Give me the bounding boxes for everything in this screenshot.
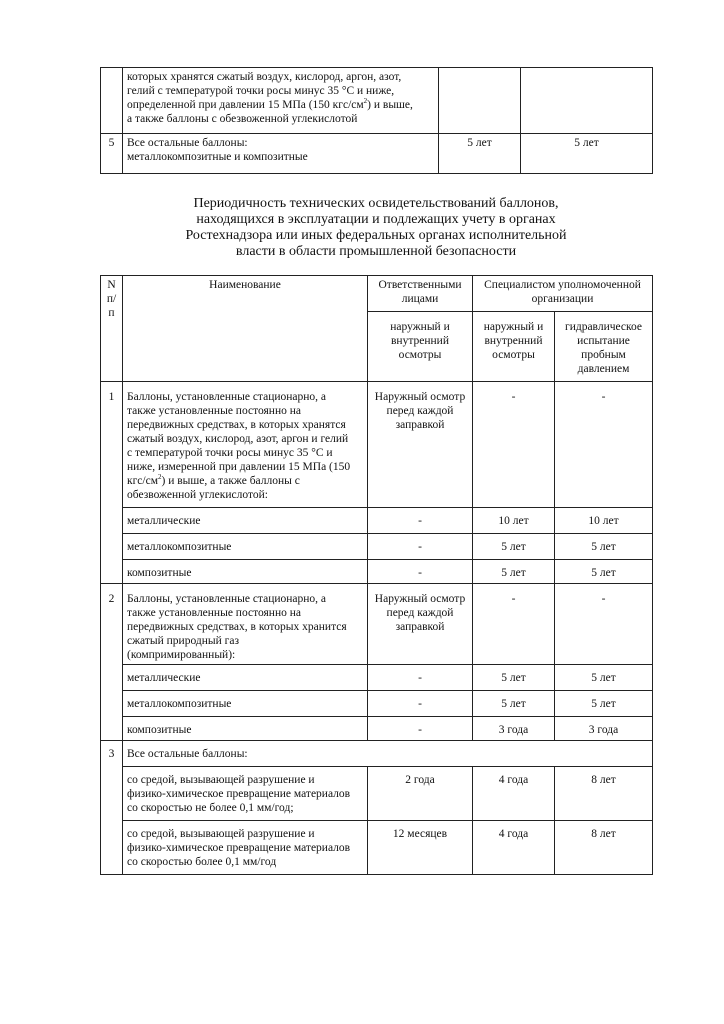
- title-line: Периодичность технических освидетельствований баллонов,: [193, 196, 559, 211]
- name-cell: металлокомпозитные: [123, 691, 368, 717]
- header-text: N: [107, 279, 116, 291]
- table-row: [101, 717, 653, 741]
- title-line: находящихся в эксплуатации и подлежащих учету в органах: [196, 212, 556, 227]
- value-cell: -: [368, 508, 473, 534]
- text-line: со скоростью более 0,1 мм/год: [127, 856, 277, 868]
- table-row: [101, 821, 653, 875]
- text-line: также установленные постоянно на: [127, 405, 301, 417]
- name-cell: [123, 767, 368, 821]
- value-cell: -: [368, 665, 473, 691]
- text-line: физико-химическое превращение материалов: [127, 788, 351, 800]
- text-line: обезвоженной углекислотой:: [127, 489, 268, 501]
- table-row: [101, 508, 653, 534]
- section-title: [100, 196, 652, 260]
- text-line: гелий с температурой точки росы минус 35 °С и ниже,: [127, 85, 395, 97]
- text-line: Наружный осмотр: [374, 593, 466, 605]
- text-fragment: кгс/см: [127, 475, 158, 487]
- header-text: организации: [531, 293, 594, 305]
- subheader-responsible: [368, 312, 473, 382]
- value-cell: 8 лет: [555, 821, 653, 875]
- header-num: [101, 276, 123, 382]
- value-cell: 5 лет: [473, 665, 555, 691]
- value-cell: [521, 68, 653, 134]
- text-line: Все остальные баллоны:: [127, 137, 248, 149]
- header-text: лицами: [401, 293, 439, 305]
- value-cell: 8 лет: [555, 767, 653, 821]
- value-cell: 5 лет: [555, 534, 653, 560]
- text-fragment: ) и выше, а также баллоны с: [161, 475, 300, 487]
- value-cell: -: [473, 382, 555, 508]
- table-row: [101, 584, 653, 665]
- header-text: осмотры: [492, 349, 535, 361]
- text-line: заправкой: [395, 419, 445, 431]
- subheader-specialist-hydraulic: [555, 312, 653, 382]
- subheader-specialist-inspection: [473, 312, 555, 382]
- text-line: сжатый природный газ: [127, 635, 239, 647]
- text-line: со средой, вызывающей разрушение и: [127, 774, 315, 786]
- header-text: испытание: [577, 335, 630, 347]
- name-cell: металлические: [123, 665, 368, 691]
- responsible-cell: [368, 584, 473, 665]
- superscript: 2: [158, 473, 162, 482]
- value-cell: 5 лет: [473, 560, 555, 584]
- table-row: [101, 534, 653, 560]
- text-line: металлокомпозитные и композитные: [127, 151, 308, 163]
- value-cell: 5 лет: [439, 134, 521, 174]
- header-row: [101, 276, 653, 312]
- header-name: Наименование: [123, 276, 368, 382]
- text-fragment: ) и выше,: [367, 99, 413, 111]
- num-cell: 3: [101, 741, 123, 875]
- value-cell: 2 года: [368, 767, 473, 821]
- text-line: [127, 474, 363, 488]
- header-specialist: [473, 276, 653, 312]
- value-cell: -: [555, 584, 653, 665]
- text-line: сжатый воздух, кислород, азот, аргон и гелий: [127, 433, 349, 445]
- num-cell: 1: [101, 382, 123, 584]
- value-cell: 4 года: [473, 821, 555, 875]
- text-line: заправкой: [395, 621, 445, 633]
- name-cell: композитные: [123, 717, 368, 741]
- header-text: наружный и: [483, 321, 544, 333]
- header-text: гидравлическое: [564, 321, 643, 333]
- num-cell: 5: [101, 134, 123, 174]
- value-cell: 10 лет: [473, 508, 555, 534]
- value-cell: [439, 68, 521, 134]
- periodicity-table: [100, 275, 653, 875]
- text-line: которых хранятся сжатый воздух, кислород, аргон, азот,: [127, 71, 402, 83]
- header-text: п/п: [106, 293, 117, 319]
- num-cell: 2: [101, 584, 123, 741]
- description-cell: [123, 584, 368, 665]
- value-cell: 5 лет: [473, 691, 555, 717]
- table-row: [101, 382, 653, 508]
- header-text: Ответственными: [378, 279, 462, 291]
- header-text: давлением: [577, 363, 630, 375]
- value-cell: -: [368, 717, 473, 741]
- superscript: 2: [363, 97, 368, 106]
- text-line: с температурой точки росы минус 35 °С и: [127, 447, 333, 459]
- table-row: [101, 741, 653, 767]
- text-line: передвижных средствах, в которых хранится: [127, 621, 347, 633]
- text-line: со средой, вызывающей разрушение и: [127, 828, 315, 840]
- header-text: осмотры: [398, 349, 442, 361]
- continued-name-cell: [123, 68, 439, 134]
- name-cell: [123, 821, 368, 875]
- header-responsible: [368, 276, 473, 312]
- header-text: наружный и: [390, 321, 450, 333]
- value-cell: -: [368, 691, 473, 717]
- value-cell: -: [368, 560, 473, 584]
- table-row: [101, 767, 653, 821]
- name-cell: [123, 134, 439, 174]
- text-line: [127, 98, 434, 112]
- text-line: передвижных средствах, в которых хранятся: [127, 419, 346, 431]
- header-text: пробным: [581, 349, 626, 361]
- value-cell: 3 года: [555, 717, 653, 741]
- value-cell: 12 месяцев: [368, 821, 473, 875]
- value-cell: 10 лет: [555, 508, 653, 534]
- text-line: перед каждой: [386, 405, 454, 417]
- description-cell: [123, 382, 368, 508]
- name-cell: металлические: [123, 508, 368, 534]
- value-cell: -: [368, 534, 473, 560]
- value-cell: -: [555, 382, 653, 508]
- text-line: физико-химическое превращение материалов: [127, 842, 351, 854]
- value-cell: 5 лет: [555, 691, 653, 717]
- table-row: [101, 691, 653, 717]
- continuation-table: [100, 67, 653, 174]
- value-cell: 3 года: [473, 717, 555, 741]
- text-line: перед каждой: [386, 607, 454, 619]
- text-line: (компримированный):: [127, 649, 236, 661]
- value-cell: 5 лет: [555, 665, 653, 691]
- responsible-cell: [368, 382, 473, 508]
- value-cell: -: [473, 584, 555, 665]
- text-fragment: определенной при давлении 15 МПа (150 кгс/см: [127, 99, 364, 111]
- header-text: внутренний: [391, 335, 449, 347]
- group-title-cell: Все остальные баллоны:: [123, 741, 653, 767]
- value-cell: 5 лет: [555, 560, 653, 584]
- text-line: со скоростью не более 0,1 мм/год;: [127, 802, 294, 814]
- value-cell: 5 лет: [521, 134, 653, 174]
- name-cell: композитные: [123, 560, 368, 584]
- header-text: внутренний: [484, 335, 543, 347]
- table-row: [101, 68, 653, 134]
- table-row: [101, 665, 653, 691]
- title-line: Ростехнадзора или иных федеральных органах исполнительной: [185, 228, 567, 243]
- title-line: власти в области промышленной безопасности: [235, 244, 517, 259]
- text-line: Баллоны, установленные стационарно, а: [127, 391, 327, 403]
- text-line: а также баллоны с обезвоженной углекислотой: [127, 113, 358, 125]
- value-cell: 5 лет: [473, 534, 555, 560]
- text-line: также установленные постоянно на: [127, 607, 301, 619]
- text-line: Баллоны, установленные стационарно, а: [127, 593, 327, 605]
- table-row: [101, 560, 653, 584]
- table-row: [101, 134, 653, 174]
- value-cell: 4 года: [473, 767, 555, 821]
- name-cell: металлокомпозитные: [123, 534, 368, 560]
- header-text: Специалистом уполномоченной: [484, 279, 641, 291]
- num-cell: [101, 68, 123, 134]
- text-line: Наружный осмотр: [374, 391, 466, 403]
- text-line: ниже, измеренной при давлении 15 МПа (150: [127, 461, 351, 473]
